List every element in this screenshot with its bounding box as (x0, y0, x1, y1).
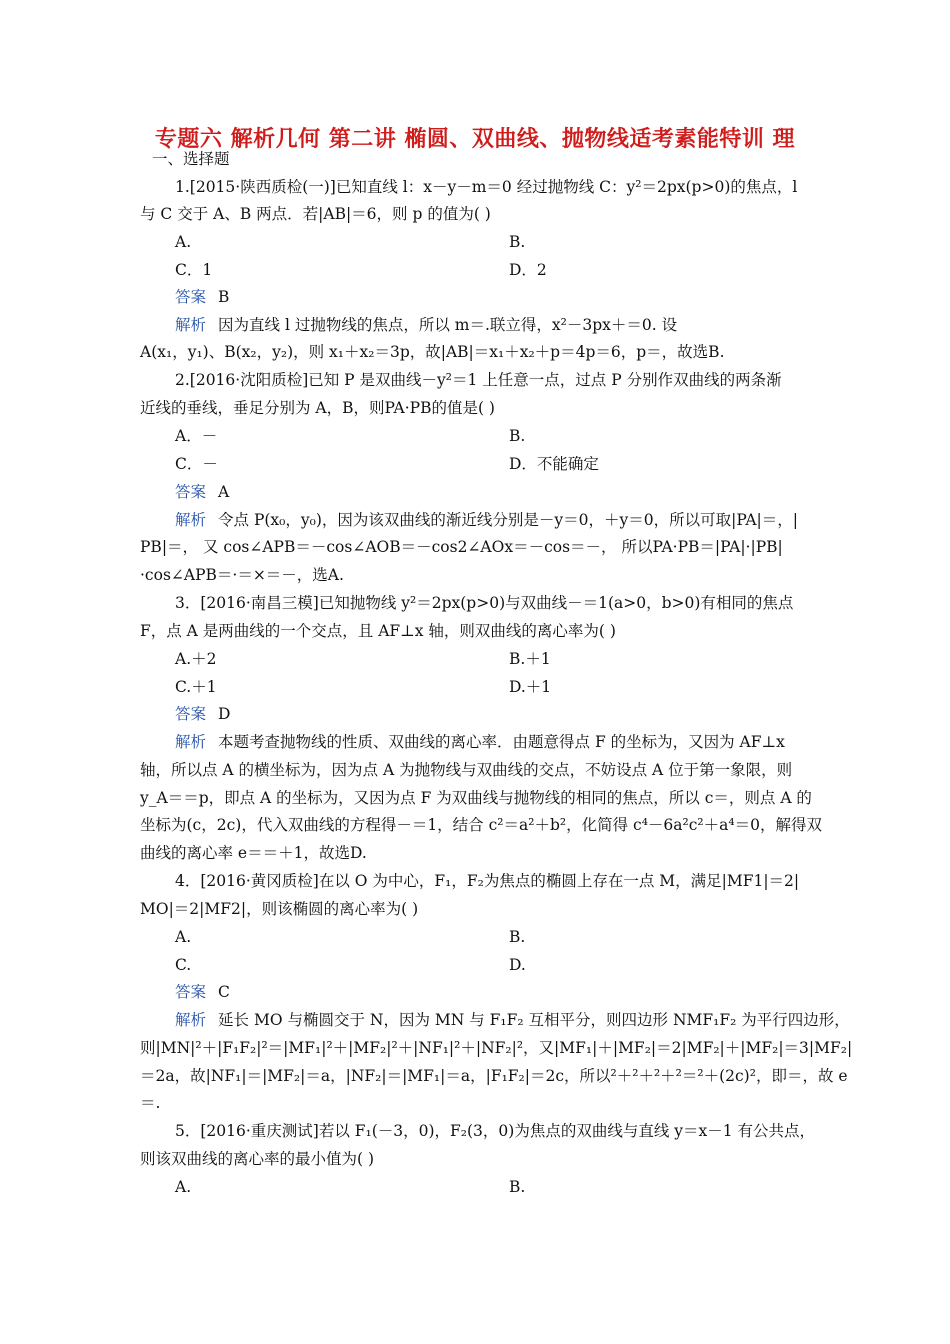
q2-option-b: B. (509, 427, 526, 445)
q1-analysis-line2: A(x₁，y₁)、B(x₂，y₂)，则 x₁＋x₂＝3p，故|AB|＝x₁＋x₂＋p＝4p＝6，p＝，故选B. (140, 343, 725, 361)
q4-option-c: C. (175, 956, 192, 974)
document-title: 专题六 解析几何 第二讲 椭圆、双曲线、抛物线适考素能特训 理 (154, 127, 796, 152)
q1-stem-line2: 与 C 交于 A、B 两点．若|AB|＝6，则 p 的值为( ) (140, 205, 491, 223)
q4-analysis-line1 (175, 1010, 850, 1030)
q4-answer (175, 982, 230, 1002)
q5-stem-line2: 则该双曲线的离心率的最小值为( ) (140, 1150, 375, 1168)
answer-label: 答案 (175, 705, 207, 723)
analysis-label: 解析 (175, 511, 207, 529)
answer-label: 答案 (175, 288, 207, 306)
q3-option-d: D.＋1 (509, 678, 552, 696)
q1-option-a: A. (175, 233, 192, 251)
q3-analysis-line2: 轴，所以点 A 的横坐标为，因为点 A 为抛物线与双曲线的交点，不妨设点 A 位于第一象限，则 (140, 761, 793, 779)
analysis-label: 解析 (175, 733, 207, 751)
q3-analysis-line3: y_A＝＝p，即点 A 的坐标为，又因为点 F 为双曲线与抛物线的相同的焦点，所以 c＝，则点 A 的 (140, 789, 812, 807)
answer-label: 答案 (175, 983, 207, 1001)
q4-option-a: A. (175, 928, 192, 946)
q5-option-a: A. (175, 1178, 192, 1196)
q1-answer-value: B (218, 288, 230, 306)
q3-analysis-line4: 坐标为(c，2c)，代入双曲线的方程得－＝1，结合 c²＝a²＋b²，化简得 c⁴－6a²c²＋a⁴＝0，解得双 (140, 816, 822, 834)
q3-stem-line2: F，点 A 是两曲线的一个交点，且 AF⊥x 轴，则双曲线的离心率为( ) (140, 622, 616, 640)
section-heading: 一、选择题 (152, 150, 230, 168)
q2-option-c: C．－ (175, 455, 218, 473)
q1-analysis-line1 (175, 315, 677, 335)
q5-option-b: B. (509, 1178, 526, 1196)
q2-stem-line2: 近线的垂线，垂足分别为 A，B，则PA·PB的值是( ) (140, 399, 495, 417)
q2-option-a: A．－ (175, 427, 218, 445)
analysis-label: 解析 (175, 316, 207, 334)
q3-stem-line1: 3．[2016·南昌三模]已知抛物线 y²＝2px(p>0)与双曲线－＝1(a>0，b>0)有相同的焦点 (175, 594, 794, 612)
q4-answer-value: C (218, 983, 230, 1001)
q4-analysis-line2: 则|MN|²＋|F₁F₂|²＝|MF₁|²＋|MF₂|²＋|NF₁|²＋|NF₂|²，又|MF₁|＋|MF₂|＝2|MF₂|＋|MF₂|＝3|MF₂| (140, 1039, 853, 1057)
q3-answer (175, 704, 230, 724)
q3-analysis-line5: 曲线的离心率 e＝＝＋1，故选D. (140, 844, 367, 862)
answer-label: 答案 (175, 483, 207, 501)
q3-analysis-line1 (175, 732, 785, 752)
q4-analysis-line3: ＝2a，故|NF₁|＝|MF₂|＝a，|NF₂|＝|MF₁|＝a，|F₁F₂|＝2c，所以²＋²＋²＋²＝²＋(2c)²，即＝，故 e (140, 1067, 848, 1085)
q4-analysis-line4: ＝. (140, 1094, 161, 1112)
q1-analysis-text1: 因为直线 l 过抛物线的焦点，所以 m＝.联立得，x²－3px＋＝0. 设 (218, 316, 678, 334)
q4-stem-line2: MO|＝2|MF2|，则该椭圆的离心率为( ) (140, 900, 419, 918)
q2-option-d: D．不能确定 (509, 455, 599, 473)
q5-stem-line1: 5．[2016·重庆测试]若以 F₁(－3，0)，F₂(3，0)为焦点的双曲线与直线 y＝x－1 有公共点， (175, 1122, 816, 1140)
q1-stem-line1: 1.[2015·陕西质检(一)]已知直线 l：x－y－m＝0 经过抛物线 C：y²＝2px(p>0)的焦点，l (175, 178, 798, 196)
q4-stem-line1: 4．[2016·黄冈质检]在以 O 为中心，F₁，F₂为焦点的椭圆上存在一点 M，满足|MF1|＝2| (175, 872, 800, 890)
q3-option-a: A.＋2 (175, 650, 217, 668)
q4-analysis-text1: 延长 MO 与椭圆交于 N，因为 MN 与 F₁F₂ 互相平分，则四边形 NMF₁F₂ 为平行四边形， (218, 1011, 850, 1029)
q1-option-b: B. (509, 233, 526, 251)
q1-answer (175, 287, 229, 307)
q1-option-d: D．2 (509, 261, 547, 279)
q3-analysis-text1: 本题考查抛物线的性质、双曲线的离心率．由题意得点 F 的坐标为，又因为 AF⊥x (218, 733, 785, 751)
analysis-label: 解析 (175, 1011, 207, 1029)
q4-option-b: B. (509, 928, 526, 946)
q3-option-b: B.＋1 (509, 650, 551, 668)
q2-analysis-line2: PB|＝， 又 cos∠APB＝－cos∠AOB＝－cos2∠AOx＝－cos＝－， 所以PA·PB＝|PA|·|PB| (140, 538, 783, 556)
q4-option-d: D. (509, 956, 526, 974)
q2-analysis-line3: ·cos∠APB＝·＝×＝－，选A. (140, 566, 344, 584)
q2-answer (175, 482, 229, 502)
q2-answer-value: A (218, 483, 230, 501)
q2-analysis-text1: 令点 P(x₀，y₀)，因为该双曲线的渐近线分别是－y＝0，＋y＝0，所以可取|PA|＝，| (218, 511, 798, 529)
q3-option-c: C.＋1 (175, 678, 217, 696)
q1-option-c: C．1 (175, 261, 213, 279)
q3-answer-value: D (218, 705, 231, 723)
q2-analysis-line1 (175, 510, 798, 530)
q2-stem-line1: 2.[2016·沈阳质检]已知 P 是双曲线－y²＝1 上任意一点，过点 P 分别作双曲线的两条渐 (175, 371, 782, 389)
